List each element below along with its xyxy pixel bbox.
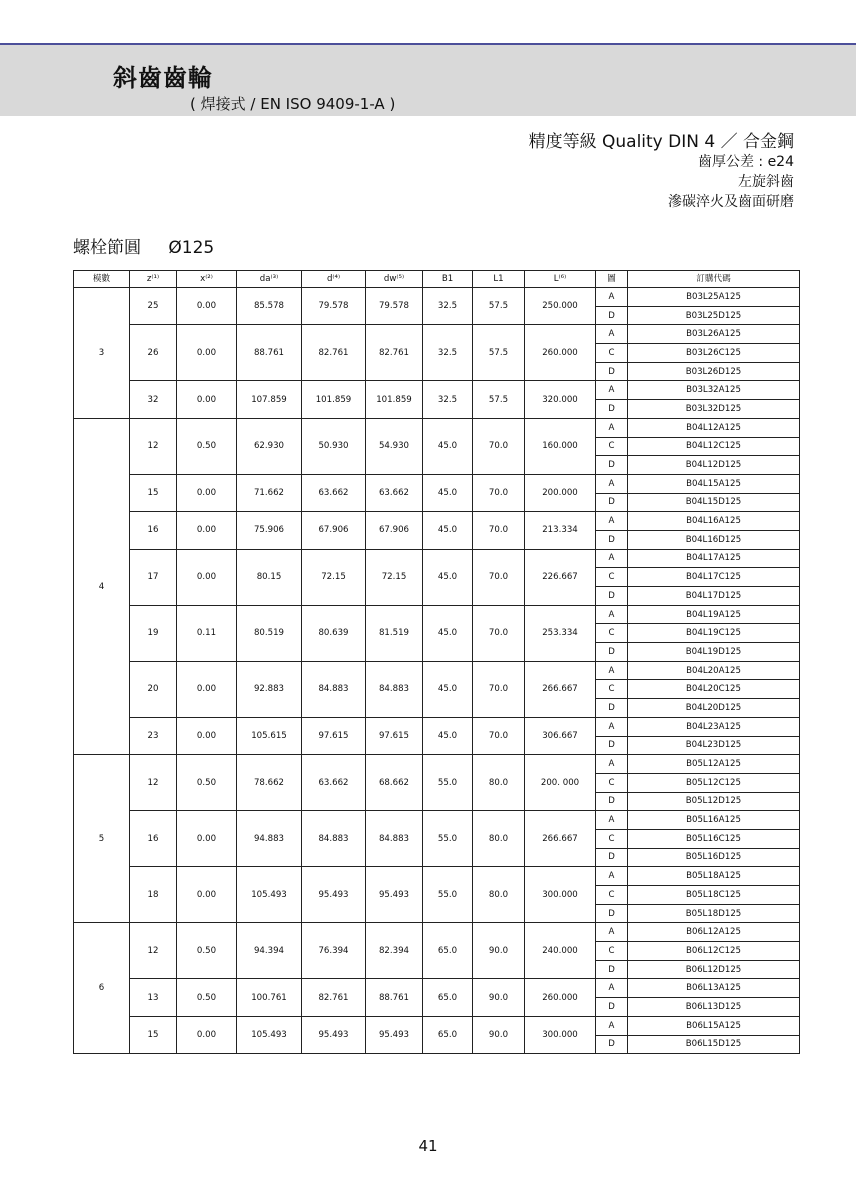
work-dia-cell: 95.493	[366, 1016, 423, 1053]
order-code-cell: B04L16D125	[628, 530, 800, 549]
col-header: x⁽²⁾	[177, 271, 237, 288]
b1-cell: 65.0	[423, 979, 473, 1016]
order-code-cell: B05L18A125	[628, 867, 800, 886]
b1-cell: 45.0	[423, 549, 473, 605]
col-header: L⁽⁶⁾	[525, 271, 596, 288]
table-row	[74, 549, 800, 568]
work-dia-cell: 101.859	[366, 381, 423, 418]
order-code-cell: B04L20C125	[628, 680, 800, 699]
b1-cell: 45.0	[423, 605, 473, 661]
figure-cell: A	[596, 661, 628, 680]
page-subtitle: ( 焊接式 / EN ISO 9409-1-A )	[190, 95, 396, 113]
l1-cell: 70.0	[473, 549, 525, 605]
order-code-cell: B05L18C125	[628, 886, 800, 905]
shift-cell: 0.00	[177, 1016, 237, 1053]
module-cell: 5	[74, 755, 130, 923]
table-header-row	[74, 271, 800, 288]
length-cell: 260.000	[525, 325, 596, 381]
tip-dia-cell: 80.519	[237, 605, 302, 661]
l1-cell: 70.0	[473, 605, 525, 661]
shift-cell: 0.00	[177, 867, 237, 923]
figure-cell: A	[596, 923, 628, 942]
module-cell: 3	[74, 288, 130, 419]
length-cell: 306.667	[525, 717, 596, 754]
pitch-dia-cell: 67.906	[302, 512, 366, 549]
spec-quality: 精度等級 Quality DIN 4 ／ 合金鋼	[528, 132, 794, 152]
module-cell: 6	[74, 923, 130, 1054]
teeth-cell: 16	[130, 811, 177, 867]
length-cell: 260.000	[525, 979, 596, 1016]
shift-cell: 0.50	[177, 979, 237, 1016]
teeth-cell: 15	[130, 474, 177, 511]
b1-cell: 45.0	[423, 418, 473, 474]
work-dia-cell: 97.615	[366, 717, 423, 754]
order-code-cell: B03L32A125	[628, 381, 800, 400]
figure-cell: D	[596, 792, 628, 811]
work-dia-cell: 67.906	[366, 512, 423, 549]
shift-cell: 0.50	[177, 755, 237, 811]
b1-cell: 65.0	[423, 1016, 473, 1053]
teeth-cell: 16	[130, 512, 177, 549]
teeth-cell: 23	[130, 717, 177, 754]
tip-dia-cell: 88.761	[237, 325, 302, 381]
order-code-cell: B03L32D125	[628, 400, 800, 419]
teeth-cell: 15	[130, 1016, 177, 1053]
table-row	[74, 474, 800, 493]
l1-cell: 90.0	[473, 979, 525, 1016]
figure-cell: D	[596, 960, 628, 979]
tip-dia-cell: 71.662	[237, 474, 302, 511]
table-row	[74, 288, 800, 307]
figure-cell: D	[596, 493, 628, 512]
l1-cell: 70.0	[473, 474, 525, 511]
shift-cell: 0.00	[177, 288, 237, 325]
table-row	[74, 979, 800, 998]
pitch-dia-cell: 50.930	[302, 418, 366, 474]
figure-cell: D	[596, 530, 628, 549]
b1-cell: 45.0	[423, 717, 473, 754]
col-header: z⁽¹⁾	[130, 271, 177, 288]
tip-dia-cell: 105.615	[237, 717, 302, 754]
tip-dia-cell: 80.15	[237, 549, 302, 605]
table-row	[74, 512, 800, 531]
order-code-cell: B06L13D125	[628, 998, 800, 1017]
shift-cell: 0.00	[177, 474, 237, 511]
length-cell: 320.000	[525, 381, 596, 418]
pitch-dia-cell: 63.662	[302, 755, 366, 811]
shift-cell: 0.00	[177, 512, 237, 549]
b1-cell: 45.0	[423, 661, 473, 717]
shift-cell: 0.00	[177, 717, 237, 754]
length-cell: 213.334	[525, 512, 596, 549]
module-cell: 4	[74, 418, 130, 754]
order-code-cell: B03L26D125	[628, 362, 800, 381]
l1-cell: 80.0	[473, 867, 525, 923]
page-title: 斜齒齒輪	[113, 64, 213, 92]
order-code-cell: B03L25D125	[628, 306, 800, 325]
pitch-dia-cell: 72.15	[302, 549, 366, 605]
pitch-dia-cell: 84.883	[302, 811, 366, 867]
teeth-cell: 32	[130, 381, 177, 418]
figure-cell: A	[596, 867, 628, 886]
b1-cell: 32.5	[423, 288, 473, 325]
figure-cell: C	[596, 344, 628, 363]
tip-dia-cell: 92.883	[237, 661, 302, 717]
col-header: 模數	[74, 271, 130, 288]
length-cell: 266.667	[525, 811, 596, 867]
figure-cell: C	[596, 437, 628, 456]
l1-cell: 70.0	[473, 512, 525, 549]
pitch-dia-cell: 82.761	[302, 979, 366, 1016]
figure-cell: A	[596, 512, 628, 531]
l1-cell: 70.0	[473, 717, 525, 754]
pitch-dia-cell: 82.761	[302, 325, 366, 381]
teeth-cell: 19	[130, 605, 177, 661]
order-code-cell: B04L17A125	[628, 549, 800, 568]
figure-cell: C	[596, 942, 628, 961]
order-code-cell: B04L15A125	[628, 474, 800, 493]
length-cell: 200. 000	[525, 755, 596, 811]
figure-cell: D	[596, 643, 628, 662]
work-dia-cell: 82.761	[366, 325, 423, 381]
figure-cell: D	[596, 362, 628, 381]
work-dia-cell: 88.761	[366, 979, 423, 1016]
figure-cell: A	[596, 325, 628, 344]
table-row	[74, 605, 800, 624]
shift-cell: 0.50	[177, 923, 237, 979]
figure-cell: A	[596, 1016, 628, 1035]
shift-cell: 0.50	[177, 418, 237, 474]
tip-dia-cell: 107.859	[237, 381, 302, 418]
figure-cell: A	[596, 717, 628, 736]
work-dia-cell: 82.394	[366, 923, 423, 979]
pitch-dia-cell: 79.578	[302, 288, 366, 325]
teeth-cell: 12	[130, 418, 177, 474]
table-row	[74, 755, 800, 774]
figure-cell: D	[596, 998, 628, 1017]
order-code-cell: B06L12D125	[628, 960, 800, 979]
work-dia-cell: 81.519	[366, 605, 423, 661]
figure-cell: D	[596, 736, 628, 755]
figure-cell: D	[596, 904, 628, 923]
table-row	[74, 867, 800, 886]
table-row	[74, 381, 800, 400]
teeth-cell: 13	[130, 979, 177, 1016]
length-cell: 266.667	[525, 661, 596, 717]
figure-cell: A	[596, 605, 628, 624]
col-header: B1	[423, 271, 473, 288]
tip-dia-cell: 85.578	[237, 288, 302, 325]
figure-cell: D	[596, 306, 628, 325]
figure-cell: A	[596, 549, 628, 568]
length-cell: 300.000	[525, 1016, 596, 1053]
figure-cell: C	[596, 680, 628, 699]
figure-cell: C	[596, 773, 628, 792]
length-cell: 200.000	[525, 474, 596, 511]
col-header: dw⁽⁵⁾	[366, 271, 423, 288]
tip-dia-cell: 94.883	[237, 811, 302, 867]
order-code-cell: B05L16C125	[628, 829, 800, 848]
order-code-cell: B06L12C125	[628, 942, 800, 961]
figure-cell: C	[596, 829, 628, 848]
b1-cell: 55.0	[423, 811, 473, 867]
teeth-cell: 18	[130, 867, 177, 923]
table-row	[74, 811, 800, 830]
order-code-cell: B03L26C125	[628, 344, 800, 363]
length-cell: 253.334	[525, 605, 596, 661]
figure-cell: A	[596, 381, 628, 400]
figure-cell: D	[596, 699, 628, 718]
figure-cell: D	[596, 1035, 628, 1054]
order-code-cell: B05L12A125	[628, 755, 800, 774]
pitch-dia-cell: 63.662	[302, 474, 366, 511]
pitch-dia-cell: 97.615	[302, 717, 366, 754]
pitch-circle-value: Ø125	[168, 238, 215, 258]
order-code-cell: B06L15D125	[628, 1035, 800, 1054]
l1-cell: 57.5	[473, 381, 525, 418]
l1-cell: 80.0	[473, 755, 525, 811]
order-code-cell: B04L19D125	[628, 643, 800, 662]
b1-cell: 45.0	[423, 474, 473, 511]
l1-cell: 90.0	[473, 923, 525, 979]
teeth-cell: 26	[130, 325, 177, 381]
order-code-cell: B03L26A125	[628, 325, 800, 344]
shift-cell: 0.00	[177, 661, 237, 717]
work-dia-cell: 79.578	[366, 288, 423, 325]
tip-dia-cell: 105.493	[237, 867, 302, 923]
l1-cell: 57.5	[473, 325, 525, 381]
figure-cell: A	[596, 755, 628, 774]
tip-dia-cell: 105.493	[237, 1016, 302, 1053]
tip-dia-cell: 62.930	[237, 418, 302, 474]
length-cell: 240.000	[525, 923, 596, 979]
l1-cell: 70.0	[473, 661, 525, 717]
shift-cell: 0.00	[177, 325, 237, 381]
spec-table	[73, 270, 800, 1054]
figure-cell: D	[596, 400, 628, 419]
order-code-cell: B05L12C125	[628, 773, 800, 792]
shift-cell: 0.00	[177, 381, 237, 418]
teeth-cell: 17	[130, 549, 177, 605]
work-dia-cell: 68.662	[366, 755, 423, 811]
b1-cell: 32.5	[423, 325, 473, 381]
order-code-cell: B04L17C125	[628, 568, 800, 587]
order-code-cell: B06L15A125	[628, 1016, 800, 1035]
table-row	[74, 418, 800, 437]
tip-dia-cell: 78.662	[237, 755, 302, 811]
teeth-cell: 12	[130, 755, 177, 811]
figure-cell: A	[596, 811, 628, 830]
tip-dia-cell: 100.761	[237, 979, 302, 1016]
figure-cell: D	[596, 848, 628, 867]
col-header: 圖	[596, 271, 628, 288]
teeth-cell: 12	[130, 923, 177, 979]
length-cell: 300.000	[525, 867, 596, 923]
pitch-circle	[73, 233, 214, 258]
pitch-dia-cell: 101.859	[302, 381, 366, 418]
pitch-dia-cell: 80.639	[302, 605, 366, 661]
spec-treatment: 滲碳淬火及齒面研磨	[668, 194, 794, 210]
order-code-cell: B04L17D125	[628, 587, 800, 606]
pitch-dia-cell: 84.883	[302, 661, 366, 717]
pitch-circle-label: 螺栓節圓	[73, 238, 141, 258]
figure-cell: A	[596, 979, 628, 998]
table-row	[74, 923, 800, 942]
spec-tolerance: 齒厚公差 : e24	[697, 154, 794, 170]
figure-cell: A	[596, 474, 628, 493]
b1-cell: 45.0	[423, 512, 473, 549]
shift-cell: 0.00	[177, 811, 237, 867]
spec-direction: 左旋斜齒	[738, 174, 794, 190]
order-code-cell: B03L25A125	[628, 288, 800, 307]
order-code-cell: B04L23D125	[628, 736, 800, 755]
figure-cell: C	[596, 886, 628, 905]
pitch-dia-cell: 76.394	[302, 923, 366, 979]
figure-cell: A	[596, 288, 628, 307]
l1-cell: 57.5	[473, 288, 525, 325]
b1-cell: 65.0	[423, 923, 473, 979]
work-dia-cell: 54.930	[366, 418, 423, 474]
order-code-cell: B04L20A125	[628, 661, 800, 680]
order-code-cell: B04L12A125	[628, 418, 800, 437]
figure-cell: A	[596, 418, 628, 437]
col-header: 訂購代碼	[628, 271, 800, 288]
order-code-cell: B04L16A125	[628, 512, 800, 531]
order-code-cell: B04L19C125	[628, 624, 800, 643]
table-row	[74, 717, 800, 736]
figure-cell: D	[596, 456, 628, 475]
table-row	[74, 1016, 800, 1035]
tip-dia-cell: 94.394	[237, 923, 302, 979]
figure-cell: D	[596, 587, 628, 606]
table-row	[74, 661, 800, 680]
work-dia-cell: 84.883	[366, 661, 423, 717]
work-dia-cell: 84.883	[366, 811, 423, 867]
order-code-cell: B06L12A125	[628, 923, 800, 942]
order-code-cell: B05L18D125	[628, 904, 800, 923]
pitch-dia-cell: 95.493	[302, 1016, 366, 1053]
l1-cell: 90.0	[473, 1016, 525, 1053]
l1-cell: 70.0	[473, 418, 525, 474]
length-cell: 226.667	[525, 549, 596, 605]
order-code-cell: B04L19A125	[628, 605, 800, 624]
work-dia-cell: 63.662	[366, 474, 423, 511]
length-cell: 160.000	[525, 418, 596, 474]
l1-cell: 80.0	[473, 811, 525, 867]
order-code-cell: B05L16D125	[628, 848, 800, 867]
col-header: d⁽⁴⁾	[302, 271, 366, 288]
teeth-cell: 25	[130, 288, 177, 325]
col-header: L1	[473, 271, 525, 288]
page-number: 41	[418, 1137, 438, 1155]
shift-cell: 0.00	[177, 549, 237, 605]
order-code-cell: B05L16A125	[628, 811, 800, 830]
shift-cell: 0.11	[177, 605, 237, 661]
b1-cell: 32.5	[423, 381, 473, 418]
table-body	[74, 288, 800, 1054]
work-dia-cell: 95.493	[366, 867, 423, 923]
figure-cell: C	[596, 624, 628, 643]
pitch-dia-cell: 95.493	[302, 867, 366, 923]
figure-cell: C	[596, 568, 628, 587]
order-code-cell: B04L15D125	[628, 493, 800, 512]
teeth-cell: 20	[130, 661, 177, 717]
work-dia-cell: 72.15	[366, 549, 423, 605]
order-code-cell: B04L20D125	[628, 699, 800, 718]
order-code-cell: B04L12C125	[628, 437, 800, 456]
order-code-cell: B04L12D125	[628, 456, 800, 475]
col-header: da⁽³⁾	[237, 271, 302, 288]
order-code-cell: B04L23A125	[628, 717, 800, 736]
b1-cell: 55.0	[423, 867, 473, 923]
b1-cell: 55.0	[423, 755, 473, 811]
tip-dia-cell: 75.906	[237, 512, 302, 549]
length-cell: 250.000	[525, 288, 596, 325]
table-row	[74, 325, 800, 344]
order-code-cell: B05L12D125	[628, 792, 800, 811]
order-code-cell: B06L13A125	[628, 979, 800, 998]
